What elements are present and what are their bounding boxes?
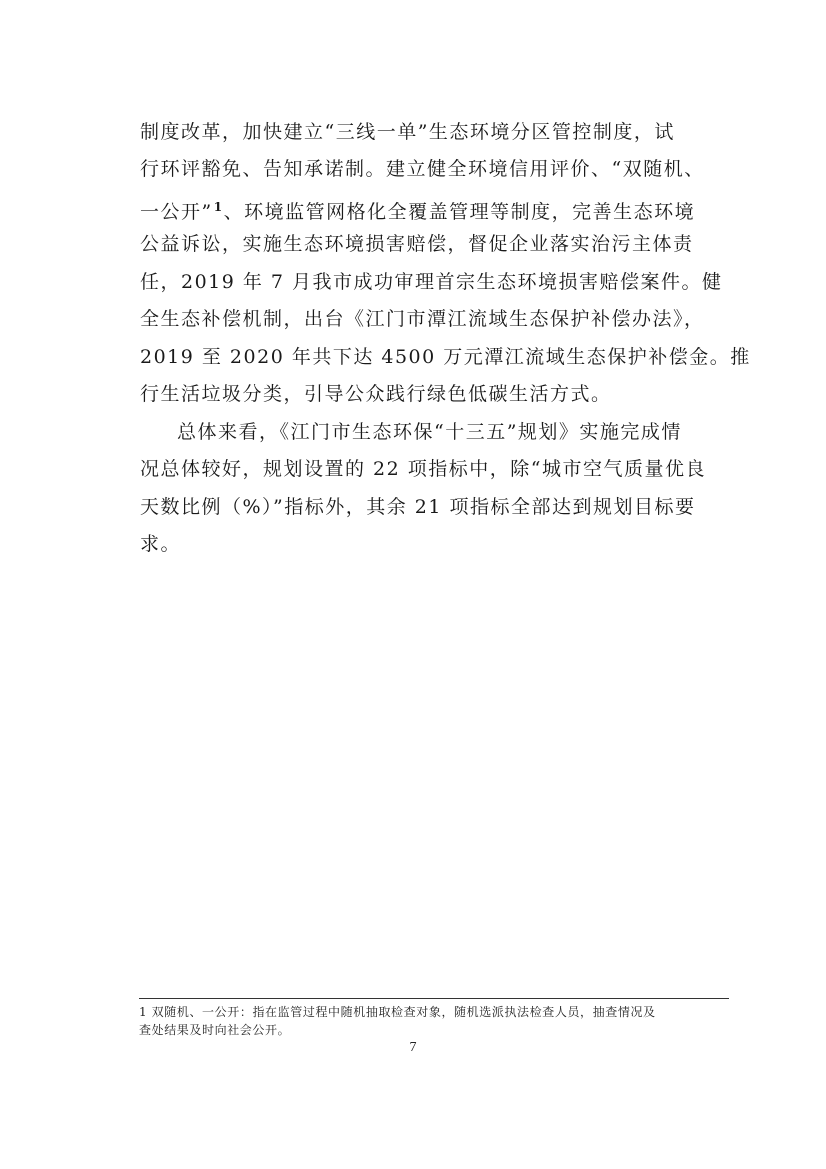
body-line-11: 天数比例（%）”指标外，其余 21 项指标全部达到规划目标要 <box>140 496 696 518</box>
footnote-line-1: 1 双随机、一公开：指在监管过程中随机抽取检查对象，随机选派执法检查人员，抽查情况及 <box>139 1005 656 1019</box>
body-line-6: 全生态补偿机制，出台《江门市潭江流域生态保护补偿办法》， <box>140 308 705 330</box>
body-line-7: 2019 至 2020 年共下达 4500 万元潭江流域生态保护补偿金。推 <box>140 346 751 368</box>
footnote-line-2: 查处结果及时向社会公开。 <box>139 1023 291 1037</box>
body-line-5: 任，2019 年 7 月我市成功审理首宗生态环境损害赔偿案件。健 <box>140 271 723 293</box>
body-line-4: 公益诉讼，实施生态环境损害赔偿，督促企业落实治污主体责 <box>140 233 694 255</box>
body-line-3-part-a: 一公开” <box>140 201 213 223</box>
body-line-3 <box>140 195 695 224</box>
body-line-3-part-b: 、环境监管网格化全覆盖管理等制度，完善生态环境 <box>223 201 696 223</box>
body-line-8: 行生活垃圾分类，引导公众践行绿色低碳生活方式。 <box>140 383 612 405</box>
body-line-1: 制度改革，加快建立“三线一单”生态环境分区管控制度，试 <box>140 121 675 143</box>
footnote-ref: 1 <box>213 200 224 214</box>
body-line-2: 行环评豁免、告知承诺制。建立健全环境信用评价、“双随机、 <box>140 158 705 180</box>
page-number: 7 <box>409 1040 417 1055</box>
body-line-9: 总体来看，《江门市生态环保“十三五”规划》实施完成情 <box>177 421 682 443</box>
footnote-separator <box>139 998 729 999</box>
body-line-10: 况总体较好，规划设置的 22 项指标中，除“城市空气质量优良 <box>140 458 706 480</box>
body-line-12: 求。 <box>140 533 182 555</box>
